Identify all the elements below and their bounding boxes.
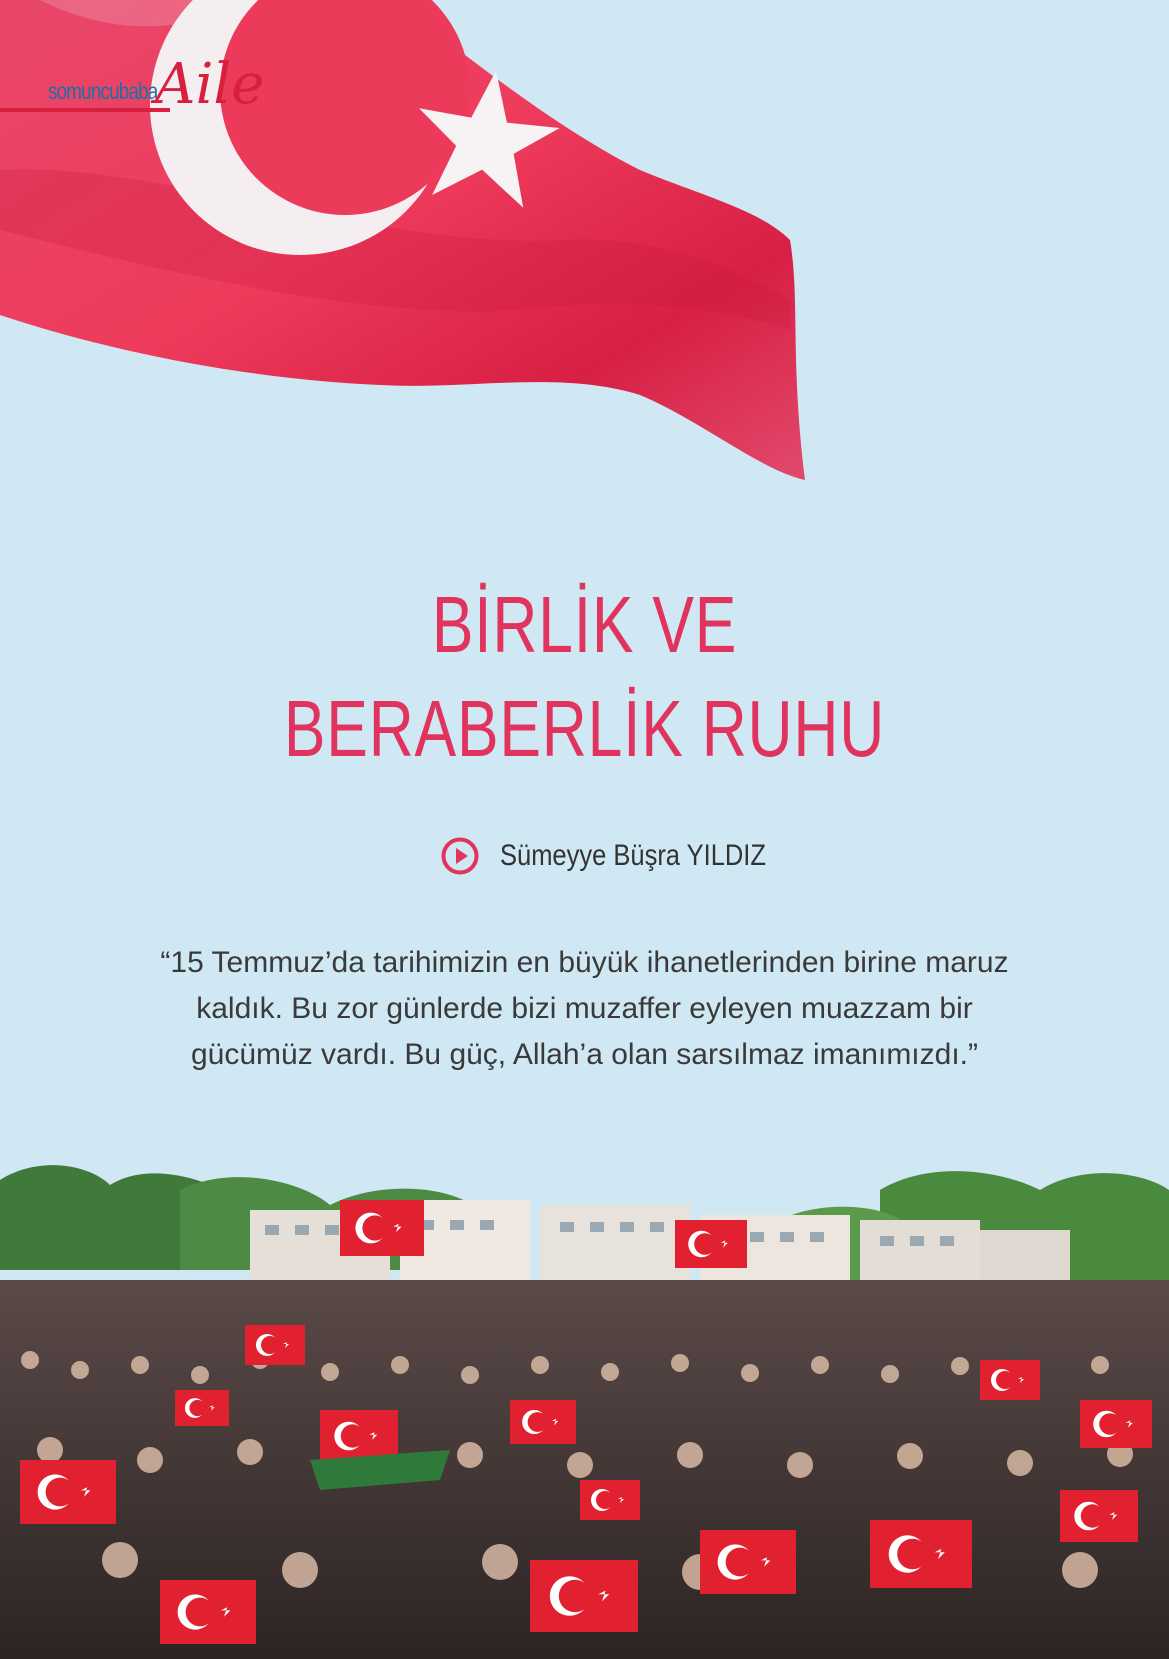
- logo-section-name: Aile: [155, 52, 265, 117]
- article-title-line-2: BERABERLİK RUHU: [283, 684, 886, 773]
- logo-brand: somuncubaba: [48, 78, 158, 104]
- magazine-logo: [0, 52, 280, 132]
- article-title-line-1: BİRLİK VE: [431, 580, 738, 669]
- crowd-with-flags-image: [0, 1160, 1169, 1659]
- author-row: [440, 834, 860, 878]
- author-name: Sümeyye Büşra YILDIZ: [500, 839, 766, 872]
- play-circle-icon: [440, 836, 480, 876]
- pull-quote: “15 Temmuz’da tarihimizin en büyük ihanetlerinden birine maruz kaldık. Bu zor günlerde bizi muzaffer eyleyen muazzam bir gücümüz vardı. Bu güç, Allah’a olan sarsılmaz imanımızdı.”: [160, 946, 1009, 1071]
- article-title: [0, 573, 1169, 781]
- logo-rule: [0, 108, 170, 112]
